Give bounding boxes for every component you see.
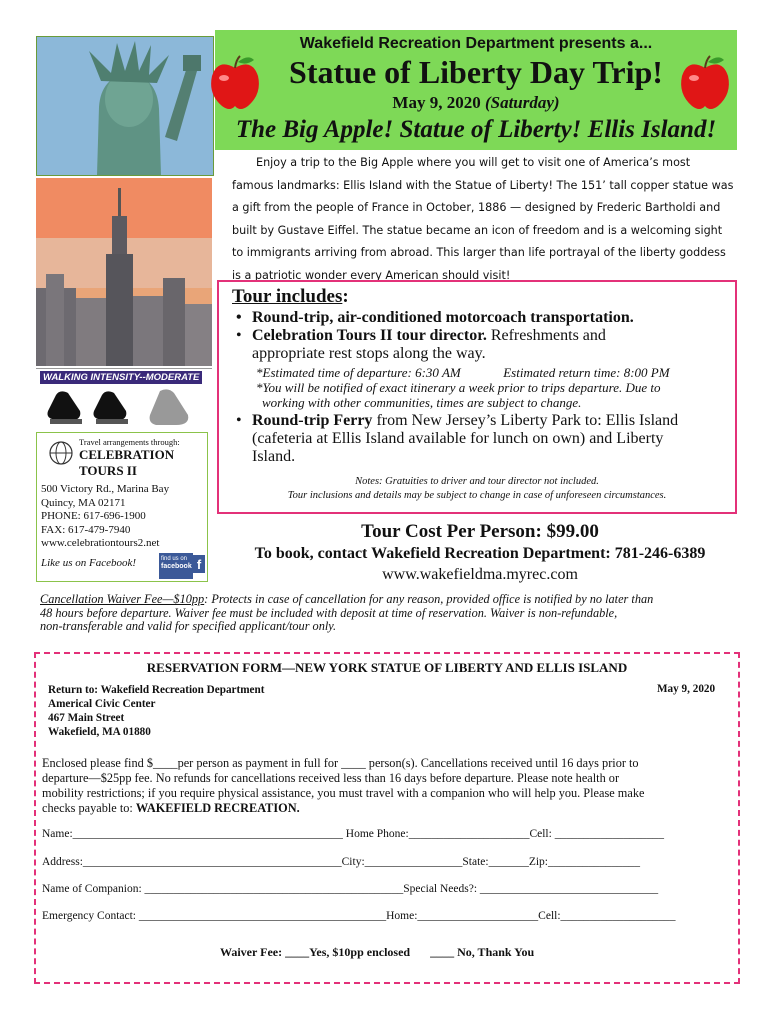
payment-line-4 [42, 801, 734, 816]
skyline-illustration [36, 178, 212, 366]
waiver-text-2: 48 hours before departure. Waiver fee must be included with deposit at time of reservation. Waiver is non-refundable, [40, 605, 618, 620]
celebration-tours-box [36, 432, 208, 582]
tour-item-director-line2: appropriate rest stops along the way. [252, 345, 486, 362]
facebook-text: Like us on Facebook! [41, 557, 136, 569]
return-addr-2: 467 Main Street [48, 712, 125, 724]
celebration-website[interactable]: www.celebrationtours2.net [41, 537, 160, 549]
departure-times [256, 365, 734, 380]
intro-paragraph [232, 152, 738, 287]
new-york-skyline-photo [36, 178, 212, 366]
celebration-contact [41, 483, 169, 551]
celebration-name-line1: CELEBRATION [79, 447, 175, 462]
departure-notes [256, 365, 734, 410]
waiver-paragraph [40, 593, 740, 634]
tour-item-motorcoach [232, 309, 732, 327]
return-addr-1: Americal Civic Center [48, 698, 156, 710]
companion-row[interactable]: Name of Companion: _____________________________________________Special Needs?: _______________________________ [42, 883, 659, 895]
tour-note-1: Notes: Gratuities to driver and tour director not included. [355, 476, 599, 487]
waiver-choice [220, 945, 534, 960]
return-to: Return to: Wakefield Recreation Department [48, 684, 265, 696]
return-time: Estimated return time: 8:00 PM [503, 365, 670, 380]
waiver-text-3: non-transferable and valid for specified applicant/tour only. [40, 619, 337, 633]
celebration-fax: FAX: 617-479-7940 [41, 523, 131, 536]
tour-list-ferry [232, 412, 732, 466]
tour-includes-heading [232, 286, 349, 308]
tour-list [232, 309, 732, 363]
facebook-badge-bottom: facebook [161, 563, 192, 570]
walking-intensity-label: WALKING INTENSITY--MODERATE [40, 371, 202, 384]
departure-time: *Estimated time of departure: 6:30 AM [256, 365, 461, 380]
globe-logo-icon [47, 439, 75, 469]
trip-date [215, 93, 737, 113]
tour-notes [217, 475, 737, 503]
trip-date-day: (Saturday) [484, 93, 560, 112]
tour-item-ferry-bold: Round-trip Ferry [252, 412, 373, 429]
presents-line: Wakefield Recreation Department presents a... [299, 35, 653, 52]
statue-of-liberty-photo [36, 36, 214, 176]
trip-date-text: May 9, 2020 [392, 93, 481, 112]
waiver-yes-option[interactable]: Waiver Fee: ____Yes, $10pp enclosed [220, 945, 411, 959]
waiver-no-option[interactable]: ____ No, Thank You [430, 945, 535, 959]
tour-item-director-rest: Refreshments and [486, 327, 606, 344]
intro-line-2: famous landmarks: Ellis Island with the Statue of Liberty! The 151’ tall copper statue was [232, 178, 734, 192]
page-title: Statue of Liberty Day Trip! [289, 54, 663, 90]
payment-line-2: departure—$25pp fee. No refunds for cancellations received less than 16 days before departure. Please note health or [42, 771, 620, 785]
tour-item-director-bold: Celebration Tours II tour director. [252, 327, 487, 344]
address-row[interactable]: Address:_____________________________________________City:_________________State:_______Zip:________________ [42, 856, 640, 868]
waiver-line-1 [40, 593, 740, 607]
emergency-row[interactable]: Emergency Contact: ___________________________________________Home:_____________________Cell:____________________ [42, 910, 676, 922]
waiver-label: Cancellation Waiver Fee—$10pp [40, 592, 205, 606]
booking-contact: To book, contact Wakefield Recreation Department: 781-246-6389 [254, 545, 706, 562]
itinerary-notice-1: *You will be notified of exact itinerary a week prior to trips departure. Due to [256, 380, 661, 395]
tour-cost: Tour Cost Per Person: $99.00 [361, 521, 599, 542]
payment-line-3: mobility restrictions; if you require physical assistance, you must travel with a companion who will help you. Please make [42, 786, 645, 800]
tour-item-motorcoach-text: Round-trip, air-conditioned motorcoach transportation. [252, 309, 634, 326]
payment-payee: WAKEFIELD RECREATION. [135, 801, 300, 815]
intro-line-3: a gift from the people of France in October, 1886 — designed by Frederic Bartholdi and [232, 201, 721, 214]
subtitle: The Big Apple! Statue of Liberty! Ellis Island! [235, 116, 717, 143]
itinerary-notice-2: working with other communities, times are subject to change. [262, 395, 582, 410]
tour-item-ferry [232, 412, 732, 466]
celebration-phone: PHONE: 617-696-1900 [41, 510, 146, 522]
tour-item-ferry-line3: Island. [252, 448, 296, 465]
facebook-icon[interactable]: f [193, 555, 205, 573]
intro-line-6: is a patriotic wonder every American should visit! [232, 268, 511, 282]
walking-shoes-icon [36, 385, 212, 431]
statue-illustration [37, 37, 213, 175]
return-address [48, 683, 264, 739]
payment-paragraph [42, 756, 734, 816]
intro-line-5: to immigrants arriving from abroad. This larger than life portrayal of the liberty goddess [232, 246, 726, 259]
form-date: May 9, 2020 [657, 683, 716, 695]
intro-line-1: Enjoy a trip to the Big Apple where you will get to visit one of America’s most [256, 156, 691, 169]
tour-includes-heading-text: Tour includes [232, 286, 343, 307]
tour-item-ferry-line2: (cafeteria at Ellis Island available for lunch on own) and Liberty [252, 430, 664, 447]
reservation-form-title: RESERVATION FORM—NEW YORK STATUE OF LIBERTY AND ELLIS ISLAND [146, 660, 628, 675]
celebration-name-line2: TOURS II [79, 463, 137, 478]
facebook-badge[interactable] [159, 553, 193, 579]
payment-line-1: Enclosed please find $____per person as payment in full for ____ person(s). Cancellations received until 16 days prior to [42, 756, 639, 770]
tour-note-2: Tour inclusions and details may be subject to change in case of unforeseen circumstances. [287, 490, 667, 501]
facebook-badge-top: find us on [161, 556, 188, 562]
booking-website[interactable]: www.wakefieldma.myrec.com [382, 566, 578, 583]
celebration-address2: Quincy, MA 02171 [41, 496, 126, 509]
walking-intensity-box [36, 368, 212, 431]
tour-item-director [232, 327, 732, 363]
intro-line-4: built by Gustave Eiffel. The statue became an icon of freedom and is a welcoming sight [232, 223, 723, 237]
return-addr-3: Wakefield, MA 01880 [48, 726, 151, 738]
payment-payable-to: checks payable to: [42, 801, 136, 815]
tour-includes-heading-colon: : [342, 286, 349, 307]
travel-arrangements-label: Travel arrangements through: [79, 437, 180, 447]
celebration-address1: 500 Victory Rd., Marina Bay [41, 483, 170, 495]
waiver-text-1: : Protects in case of cancellation for any reason, provided office is notified by no later than [204, 592, 654, 606]
tour-item-ferry-rest: from New Jersey’s Liberty Park to: Ellis Island [372, 412, 679, 429]
name-phone-row[interactable]: Name:_______________________________________________ Home Phone:_____________________Cell: ___________________ [42, 828, 664, 840]
